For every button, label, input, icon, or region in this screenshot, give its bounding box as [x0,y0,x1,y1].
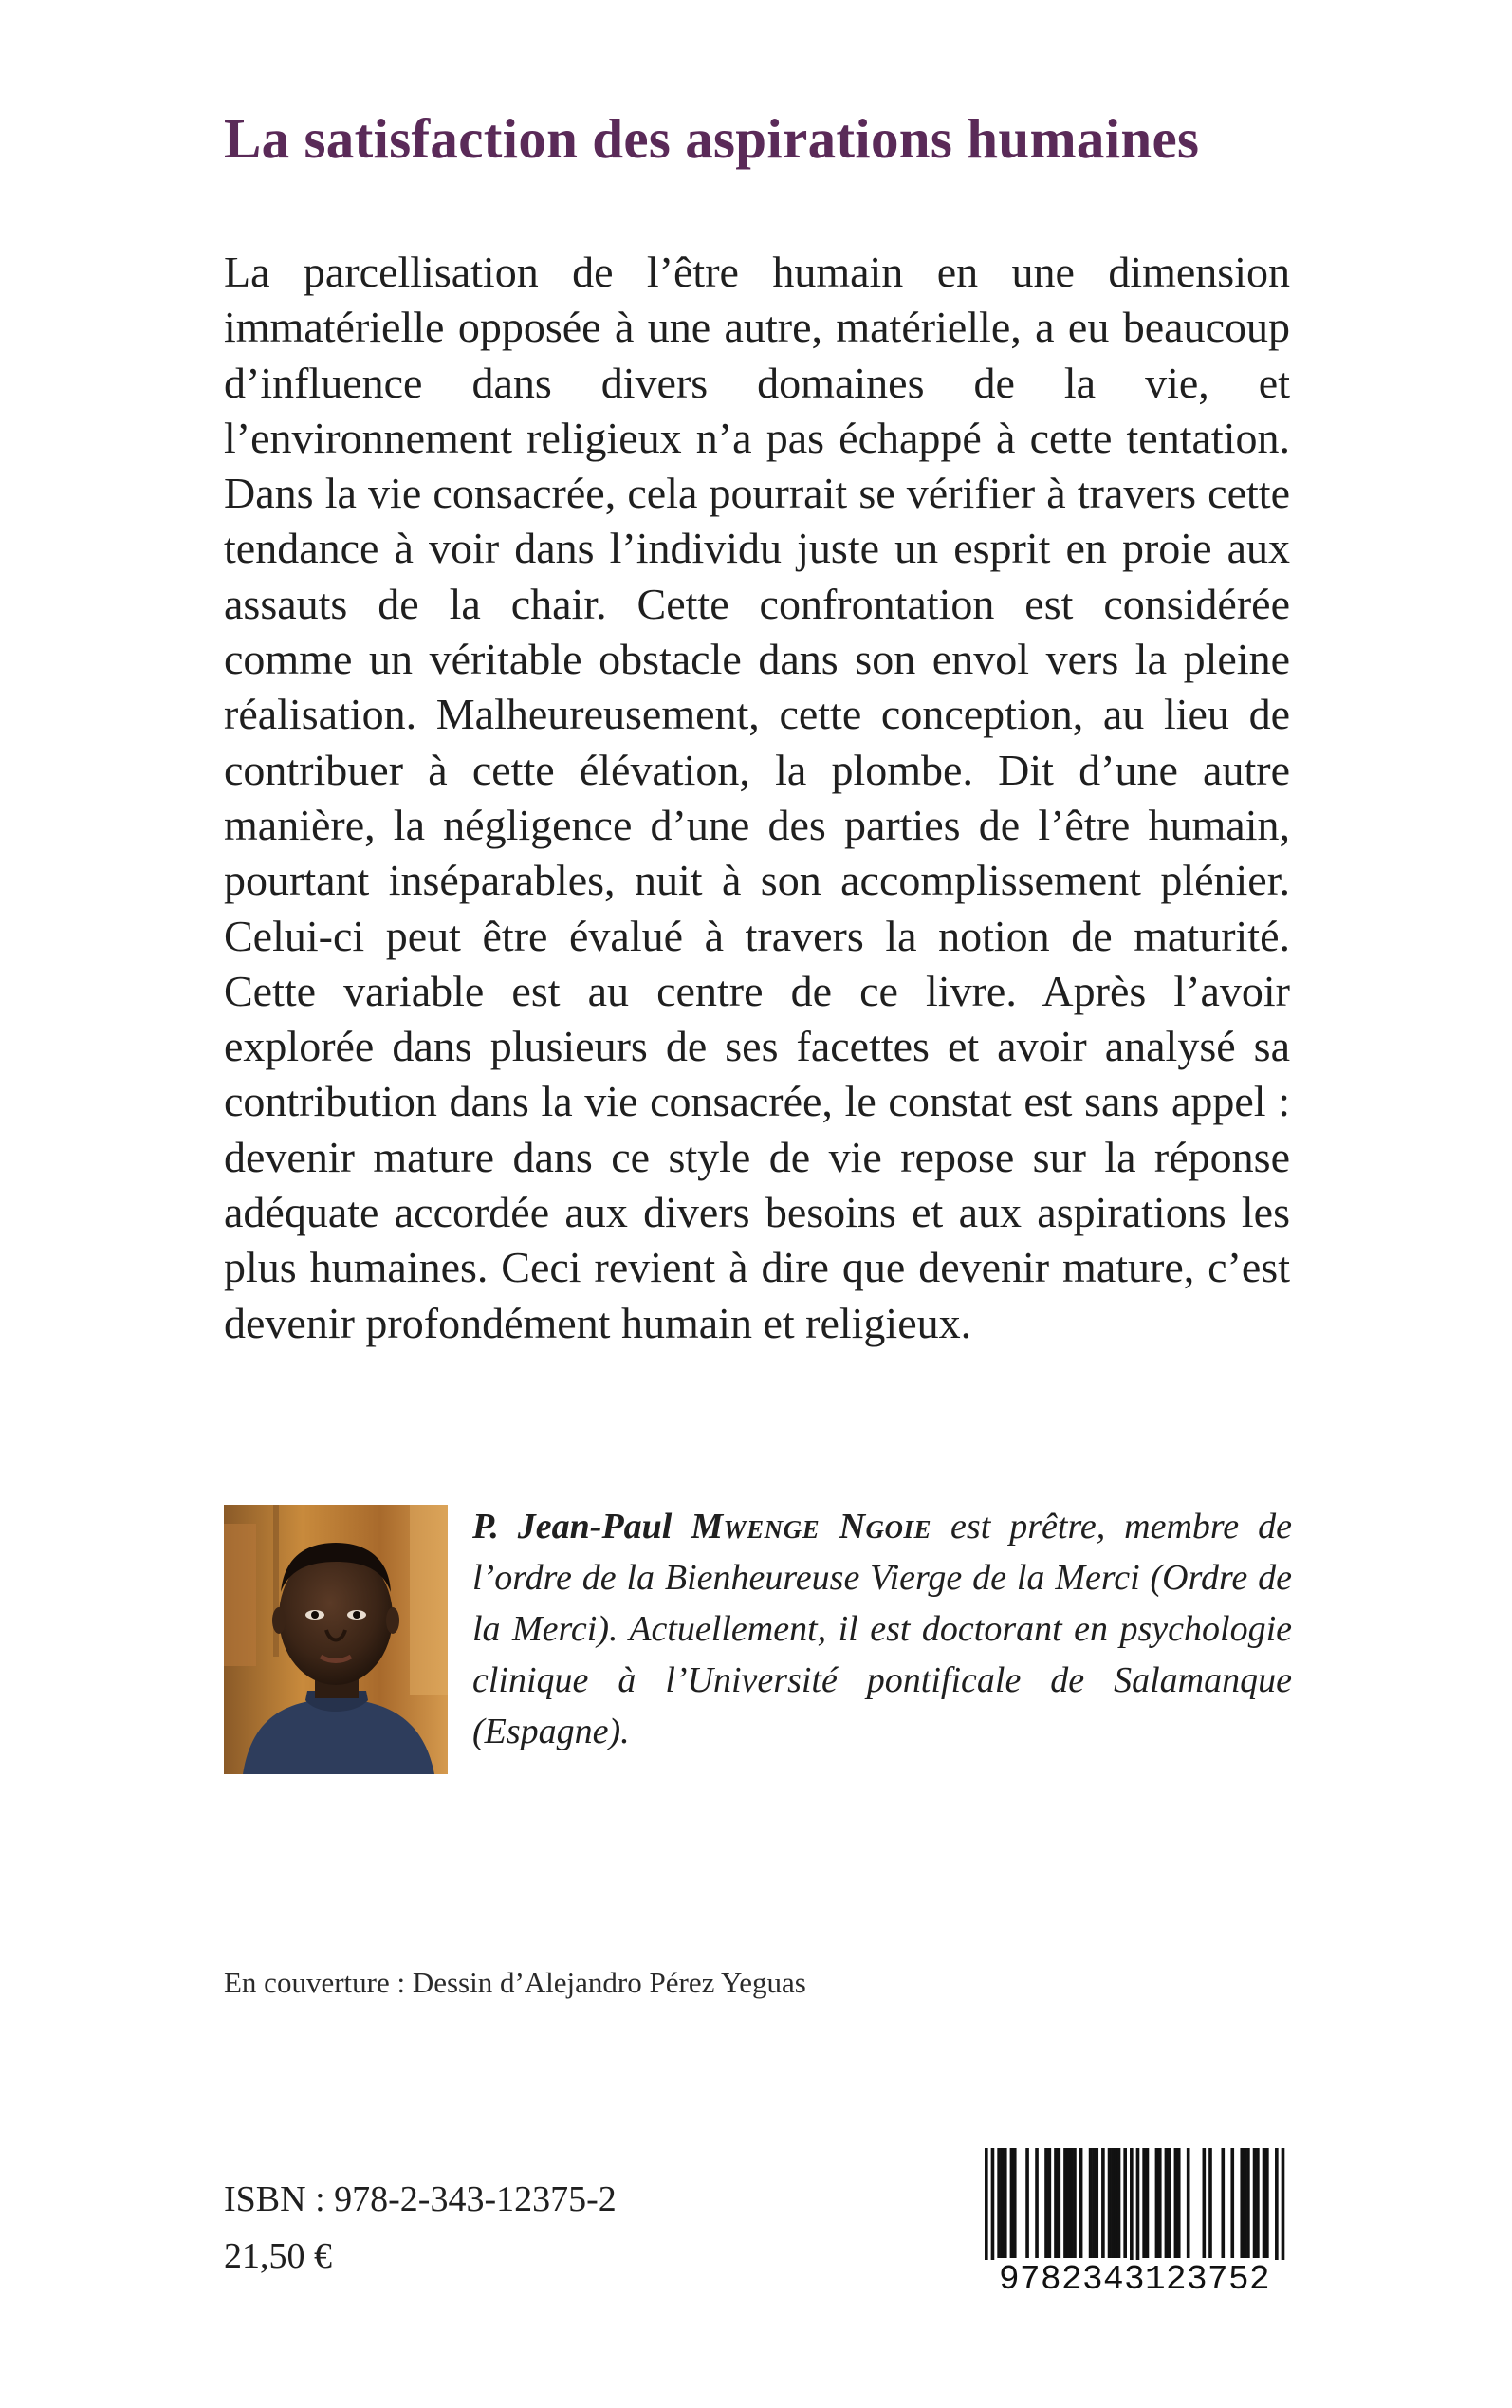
barcode-bar [1058,2148,1061,2258]
barcode-bar [1168,2148,1171,2258]
barcode-bar [1117,2148,1121,2258]
barcode-bar [1142,2148,1146,2258]
isbn: ISBN : 978-2-343-12375-2 [224,2179,617,2219]
barcode-bar [1256,2148,1260,2258]
book-title: La satisfaction des aspirations humaines [224,107,1200,170]
barcode-bar [1010,2148,1014,2258]
barcode-bar [1136,2148,1140,2271]
barcode-bar [985,2148,988,2271]
author-surname: Mwenge Ngoie [691,1507,932,1547]
barcode-bar [1089,2148,1093,2258]
barcode-bar [1221,2148,1225,2258]
barcode-bar [1244,2148,1247,2258]
barcode-bar [1092,2148,1096,2258]
barcode-bar [1203,2148,1207,2258]
barcode-bar [1114,2148,1117,2258]
author-name-prefix: P. Jean-Paul [472,1507,691,1547]
author-bio-text: est prêtre, membre de l’ordre de la Bienheureuse Vierge de la Merci (Ordre de la Merci). Actuellement, il est doctorant en psychologie clinique à l’Université pontificale de Salamanque (Espagne). [472,1507,1293,1751]
barcode-bar [1246,2148,1250,2258]
author-bio [472,1501,1292,1757]
barcode-bar [1044,2148,1048,2258]
barcode-bar [1208,2148,1212,2258]
barcode-bar [1035,2148,1039,2258]
barcode-bar [997,2148,1001,2258]
barcode-bar [991,2148,995,2271]
book-summary: La parcellisation de l’être humain en une dimension immatérielle opposée à une autre, matérielle, a eu beaucoup d’influence dans divers domaines de la vie, et l’environnement religieux n’a pas échappé à cette tentation. Dans la vie consacrée, cela pourrait se vérifier à travers cette tendance à voir dans l’individu juste un esprit en proie aux assauts de la chair. Cette confrontation est considérée comme un véritable obstacle dans son envol vers la pleine réalisation. Malheureusement, cette conception, au lieu de contribuer à cette élévation, la plombe. Dit d’une autre manière, la négligence d’une des parties de l’être humain, pourtant inséparables, nuit à son accomplissement plénier. Celui-ci peut être évalué à travers la notion de maturité. Cette variable est au centre de ce livre. Après l’avoir explorée dans plusieurs de ses facettes et avoir analysé sa contribution dans la vie consacrée, le constat est sans appel : devenir mature dans ce style de vie repose sur la réponse adéquate accordée aux divers besoins et aux aspirations les plus humaines. Ceci revient à dire que devenir mature, c’est devenir profondément humain et religieux. [224,248,1290,1347]
barcode-bar [1240,2148,1244,2258]
barcode-number: 9782343123752 [977,2260,1292,2299]
author-photo [224,1505,448,1774]
barcode-bar [1101,2148,1105,2258]
barcode-bar [1187,2148,1190,2258]
barcode-bar [1282,2148,1285,2271]
barcode-bar [1265,2148,1269,2258]
cover-credit: En couverture : Dessin d’Alejandro Pérez Yeguas [224,1966,806,1999]
barcode-bar [1095,2148,1098,2258]
barcode-bar [1054,2148,1058,2258]
barcode-bar [1263,2148,1266,2258]
barcode-bar [1013,2148,1017,2258]
barcode-bar [1111,2148,1115,2258]
author-name [472,1507,931,1547]
barcode-bar [1070,2148,1074,2258]
barcode-bar [1048,2148,1052,2258]
barcode-bar [1177,2148,1181,2258]
barcode-bar [1130,2148,1134,2271]
barcode-bar [1155,2148,1159,2258]
barcode-bar [1165,2148,1169,2258]
barcode-bar [1123,2148,1127,2258]
barcode-bar [1004,2148,1007,2258]
barcode-bar [1073,2148,1077,2258]
barcode-bar [1253,2148,1257,2258]
barcode-bar [1108,2148,1112,2258]
barcode-bar [1001,2148,1005,2258]
barcode-bar [1275,2148,1279,2271]
barcode-bar [1230,2148,1234,2258]
barcode-bar [1174,2148,1178,2258]
barcode-bar [1066,2148,1070,2258]
barcode-bar [1063,2148,1067,2258]
barcode-bar [1146,2148,1150,2258]
price: 21,50 € [224,2236,332,2276]
barcode-bar [1025,2148,1029,2258]
barcode-bar [1079,2148,1083,2258]
barcode-bar [1158,2148,1162,2258]
